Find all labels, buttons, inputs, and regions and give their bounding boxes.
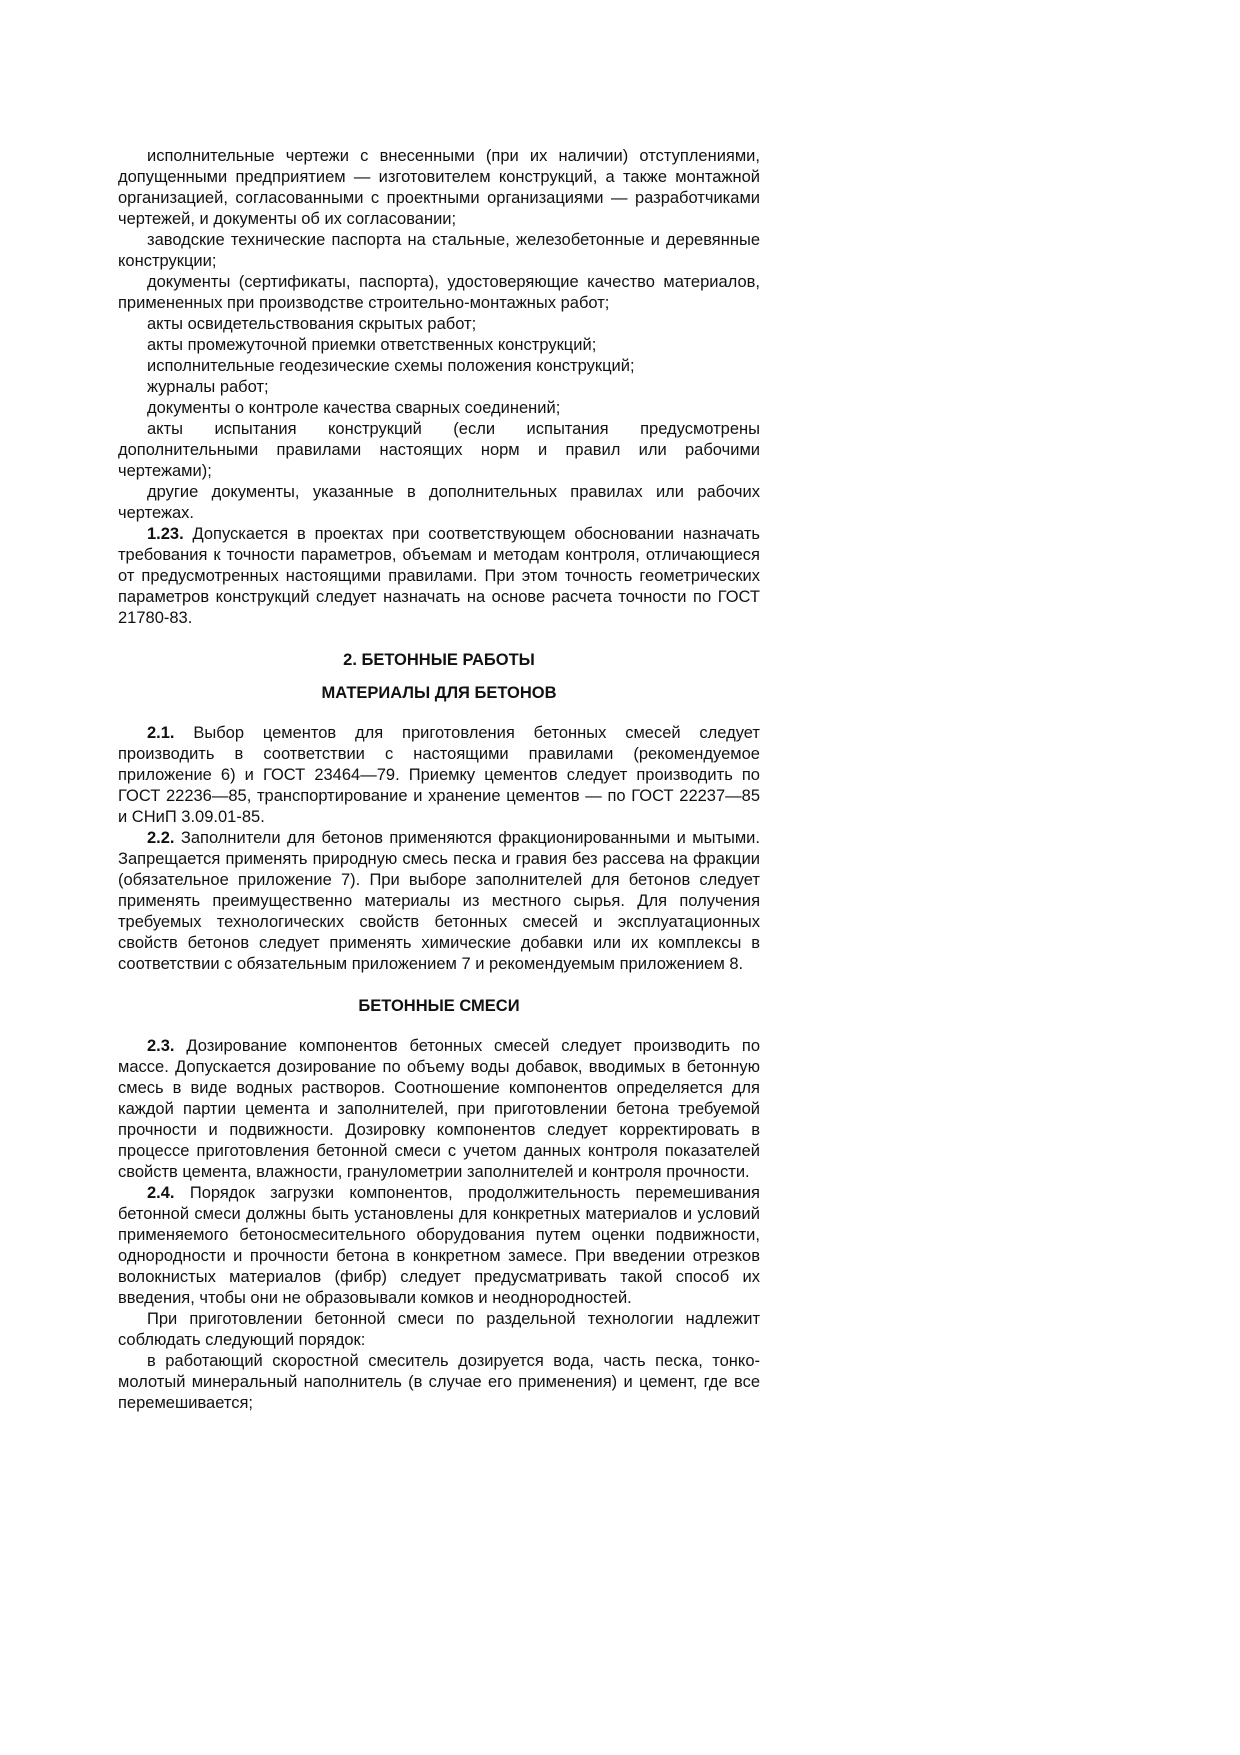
clause-2-3 [118,1036,760,1183]
list-item: акты испытания конструкций (если испытания предусмотрены дополнительными правилами настоящих норм и правил или рабочими чертежами); [118,420,760,480]
clause-text: Выбор цементов для приготовления бетонных смесей следует производить в соответствии с настоящими правилами (рекомендуемое приложение 6) и ГОСТ 23464—79. Приемку цементов следует производить по ГОСТ 22236—85, транспортирование и хранение цементов — по ГОСТ 22237—85 и СНиП 3.09.01-85. [118,724,760,826]
clause-number: 2.3. [147,1037,175,1055]
clause-text: Порядок загрузки компонентов, продолжительность перемешивания бетонной смеси должны быть установлены для конкретных материалов и условий применяемого бетоносмесительного оборудования путем оценки подвижности, однородности и прочности бетона в конкретном замесе. При введении отрезков волокнистых материалов (фибр) следует предусматривать такой способ их введения, чтобы они не образовывали комков и неоднородностей. [118,1184,760,1307]
clause-text: Дозирование компонентов бетонных смесей следует производить по массе. Допускается дозирование по объему воды добавок, вводимых в бетонную смесь в виде водных растворов. Соотношение компонентов определяется для каждой партии цемента и заполнителей, при приготовлении бетона требуемой прочности и подвижности. Дозировку компонентов следует корректировать в процессе приготовления бетонной смеси с учетом данных контроля показателей свойств цемента, влажности, гранулометрии заполнителей и контроля прочности. [118,1037,760,1181]
clause-number: 2.2. [147,829,175,847]
list-item: журналы работ; [147,378,269,396]
paragraph: в работающий скоростной смеситель дозируется вода, часть песка, тонко-молотый минеральный наполнитель (в случае его применения) и цемент, где все перемешивается; [118,1352,760,1412]
clause-text: Заполнители для бетонов применяются фракционированными и мытыми. Запрещается применять природную смесь песка и гравия без рассева на фракции (обязательное приложение 7). При выборе заполнителей для бетонов следует применять преимущественно материалы из местного сырья. Для получения требуемых технологических свойств бетонных смесей и эксплуатационных свойств бетонов следует применять химические добавки или их комплексы в соответствии с обязательным приложением 7 и рекомендуемым приложением 8. [118,829,760,973]
list-item: акты освидетельствования скрытых работ; [147,315,477,333]
list-item: заводские технические паспорта на стальные, железобетонные и деревянные конструкции; [118,231,760,270]
list-item: документы о контроле качества сварных соединений; [147,399,561,417]
clause-text: Допускается в проектах при соответствующем обосновании назначать требования к точности параметров, объемам и методам контроля, отличающиеся от предусмотренных настоящими правилами. При этом точность геометрических параметров конструкций следует назначать на основе расчета точности по ГОСТ 21780-83. [118,525,760,627]
list-item: акты промежуточной приемки ответственных конструкций; [147,336,597,354]
clause-1-23 [118,524,760,629]
clause-number: 2.1. [147,724,175,742]
section-title: 2. БЕТОННЫЕ РАБОТЫ [343,651,535,669]
paragraph: При приготовлении бетонной смеси по раздельной технологии надлежит соблюдать следующий порядок: [118,1310,760,1349]
clause-2-1 [118,723,760,828]
clause-2-4 [118,1183,760,1309]
list-item: исполнительные геодезические схемы положения конструкций; [147,357,635,375]
subsection-title-mixes: БЕТОННЫЕ СМЕСИ [358,997,520,1015]
document-page [118,146,760,1414]
clause-number: 2.4. [147,1184,175,1202]
list-item: исполнительные чертежи с внесенными (при их наличии) отступлениями, допущенными предприятием — изготовителем конструкций, а также монтажной организацией, согласованными с проектными организациями — разработчиками чертежей, и документы об их согласовании; [118,147,760,228]
subsection-title-materials: МАТЕРИАЛЫ ДЛЯ БЕТОНОВ [321,684,557,702]
clause-number: 1.23. [147,525,184,543]
list-item: документы (сертификаты, паспорта), удостоверяющие качество материалов, примененных при производстве строительно-монтажных работ; [118,273,760,312]
list-item: другие документы, указанные в дополнительных правилах или рабочих чертежах. [118,483,760,522]
clause-2-2 [118,828,760,975]
